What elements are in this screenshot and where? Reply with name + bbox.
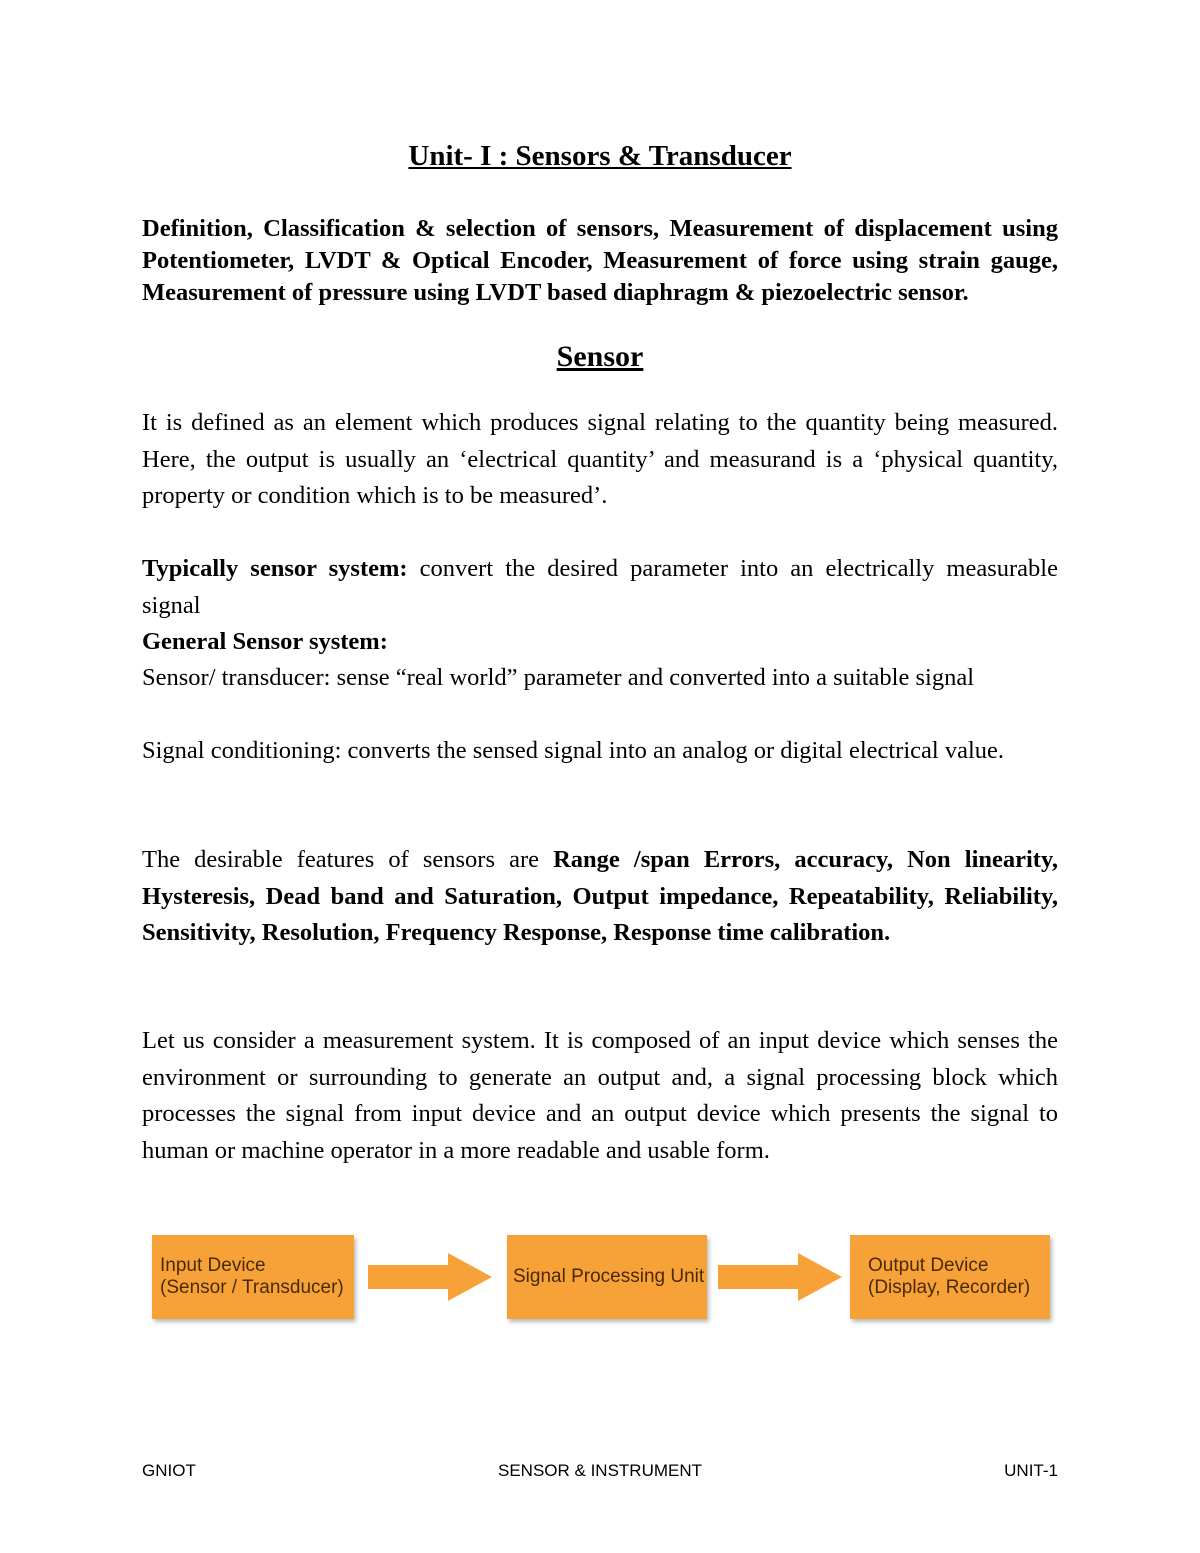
features-list: Range /span Errors, accuracy, Non linearity, Hysteresis, Dead band and Saturation, Output impedance, Repeatability, Reliability, Sensitivity, Resolution, Frequency Response, Response time calibration. xyxy=(142,846,1058,946)
output-device-box xyxy=(850,1235,1050,1319)
footer-right: UNIT-1 xyxy=(1004,1461,1058,1480)
output-device-label: Output Device xyxy=(868,1255,989,1276)
page-title: Unit- I : Sensors & Transducer xyxy=(408,140,792,172)
typical-sensor-label: Typically sensor system: xyxy=(142,555,408,582)
arrow-right-icon xyxy=(718,1253,842,1301)
signal-processing-label: Signal Processing Unit xyxy=(513,1266,705,1287)
typical-sensor-paragraph xyxy=(142,551,1058,624)
features-paragraph xyxy=(142,842,1058,952)
measurement-system-diagram xyxy=(152,1235,1052,1319)
footer-left: GNIOT xyxy=(142,1461,196,1480)
signal-processing-box xyxy=(507,1235,707,1319)
sensor-heading: Sensor xyxy=(556,340,644,373)
definition-paragraph: It is defined as an element which produces signal relating to the quantity being measured. Here, the output is usually an ‘electrical quantity’ and measurand is a ‘physical quantity, property or condition which is to be measured’. xyxy=(142,409,1058,509)
features-intro: The desirable features of sensors are xyxy=(142,846,554,873)
typical-sensor-text: convert the desired parameter into an electrically measurable signal xyxy=(142,555,1058,619)
arrow-right-icon xyxy=(368,1253,492,1301)
input-device-box xyxy=(152,1235,354,1319)
general-sensor-label-text: General Sensor system: xyxy=(142,628,388,655)
signal-conditioning-paragraph: Signal conditioning: converts the sensed signal into an analog or digital electrical value. xyxy=(142,737,1005,764)
general-sensor-label xyxy=(142,624,1058,661)
sensor-transducer-paragraph: Sensor/ transducer: sense “real world” parameter and converted into a suitable signal xyxy=(142,664,975,691)
output-device-sublabel: (Display, Recorder) xyxy=(868,1277,1031,1298)
measurement-system-paragraph: Let us consider a measurement system. It is composed of an input device which senses the environment or surrounding to generate an output and, a signal processing block which processes the signal from input device and an output device which presents the signal to human or machine operator in a more readable and usable form. xyxy=(142,1027,1058,1164)
input-device-label: Input Device xyxy=(160,1255,266,1276)
input-device-sublabel: (Sensor / Transducer) xyxy=(160,1277,344,1298)
footer-center: SENSOR & INSTRUMENT xyxy=(497,1461,703,1480)
syllabus-paragraph: Definition, Classification & selection of sensors, Measurement of displacement using Potentiometer, LVDT & Optical Encoder, Measurement of force using strain gauge, Measurement of pressure using LVDT based diaphragm & piezoelectric sensor. xyxy=(142,215,1058,306)
